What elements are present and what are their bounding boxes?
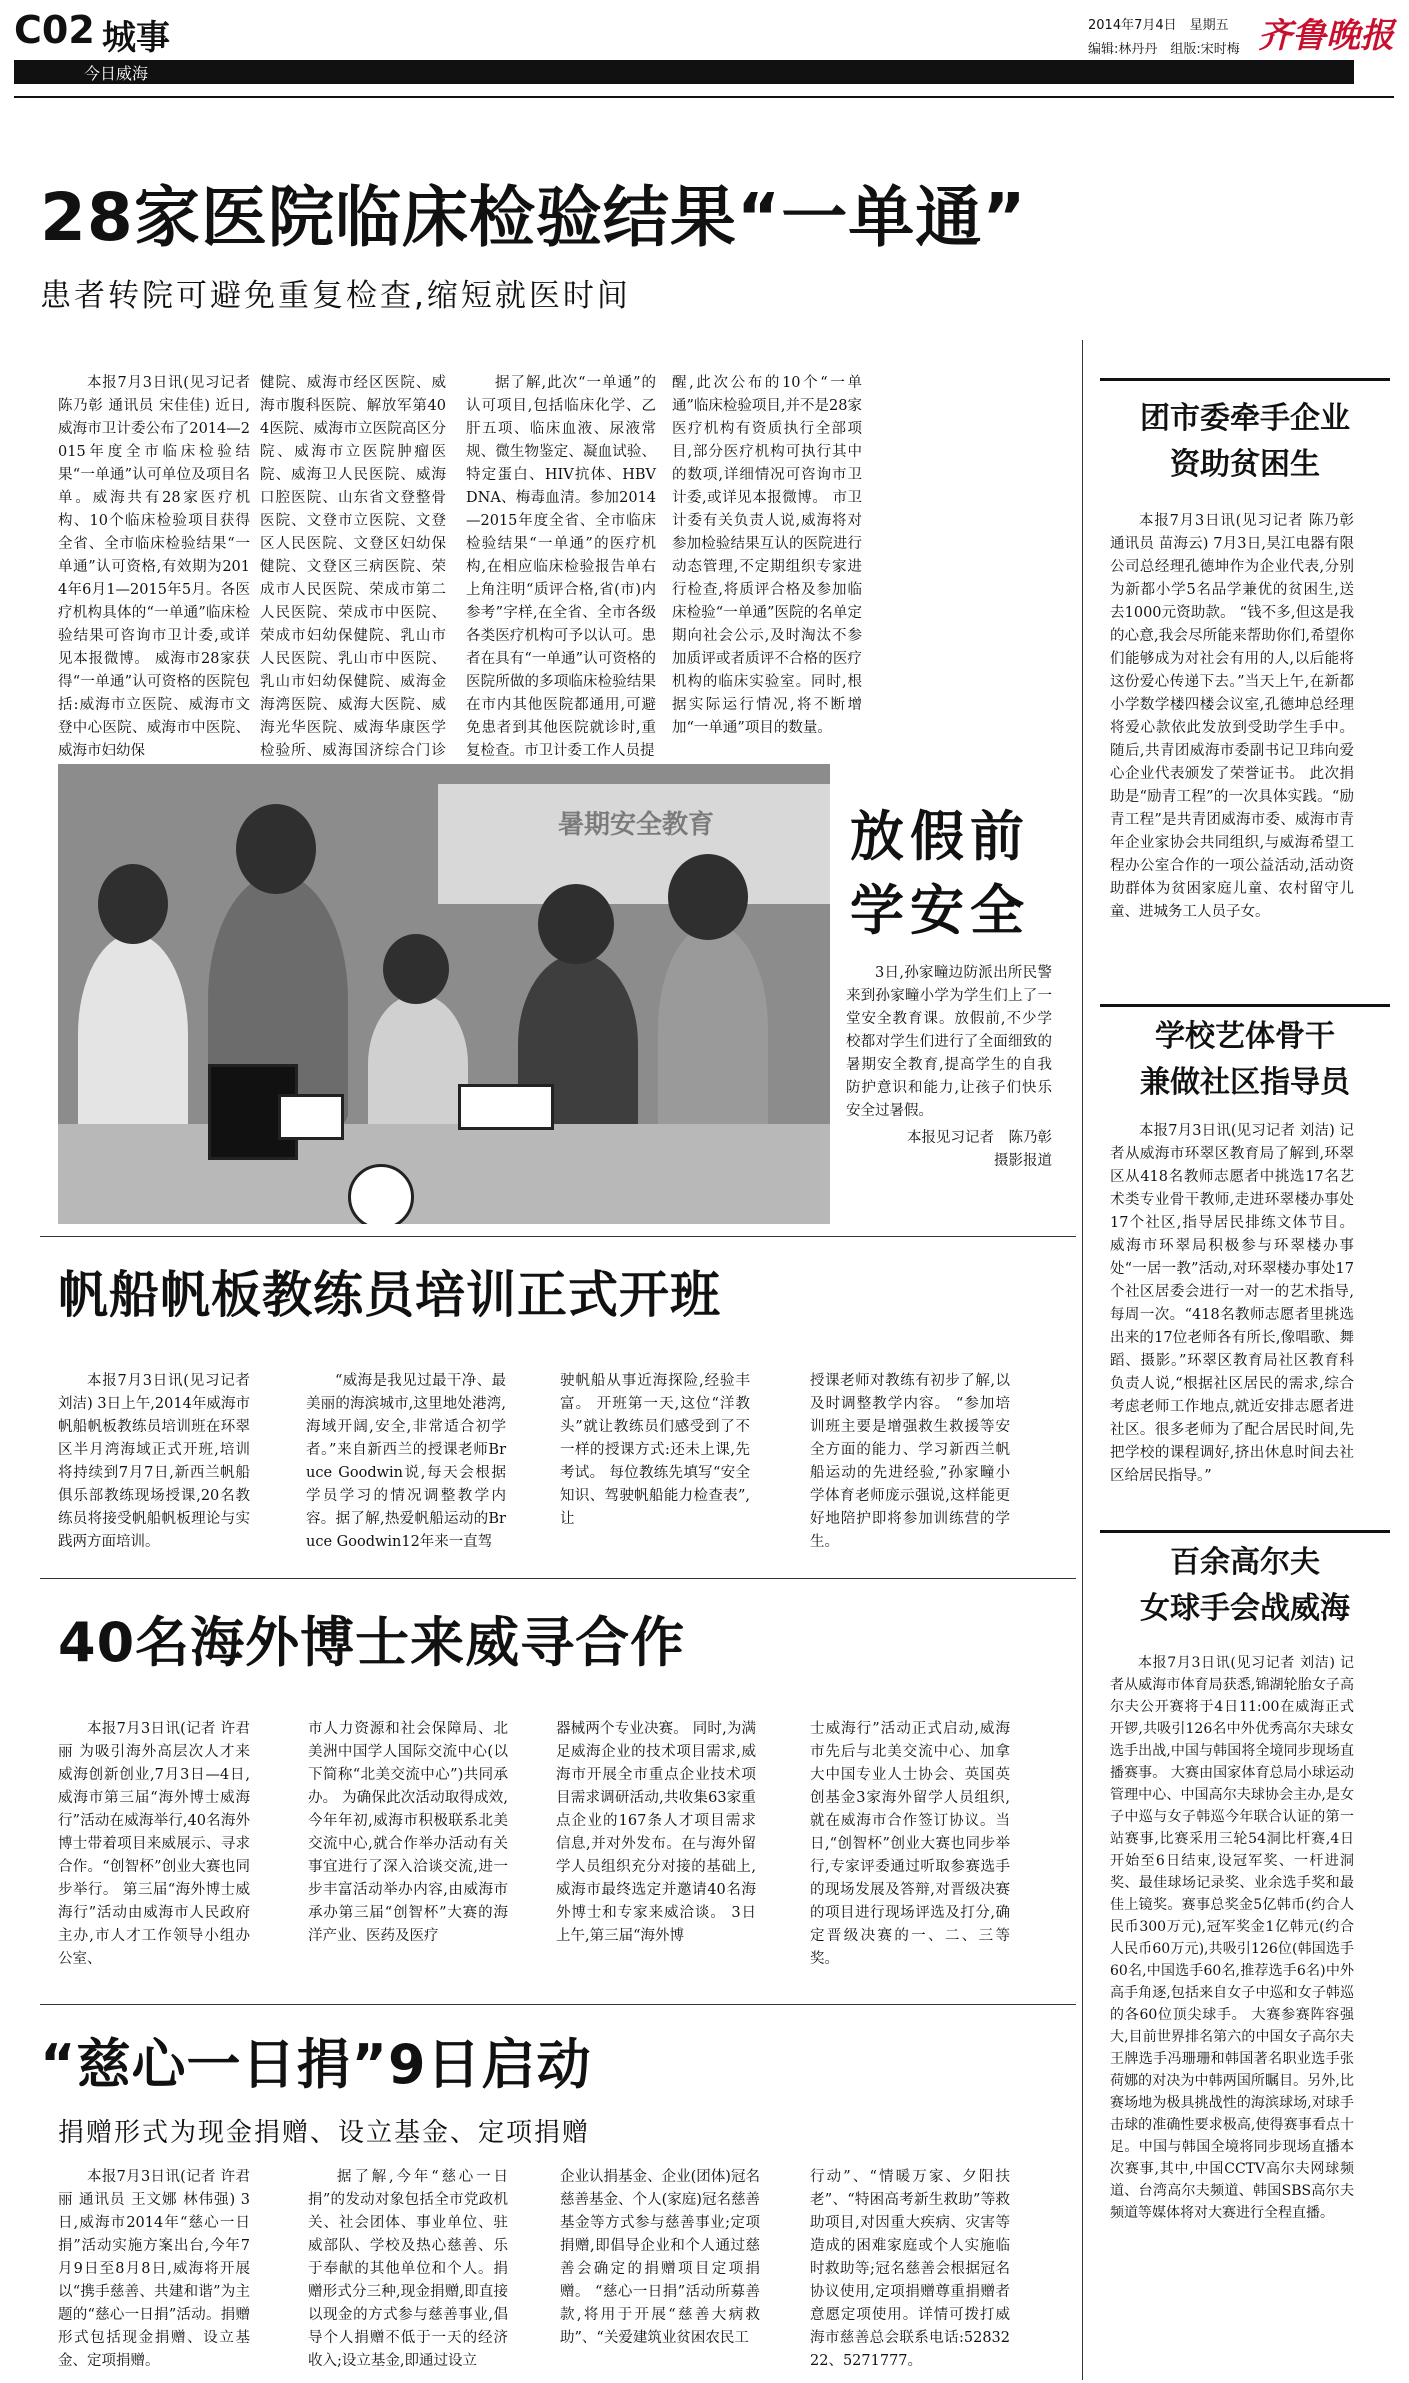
sidebar-story-2-title-line-1: 学校艺体骨干 xyxy=(1155,1019,1335,1054)
photo-safety-card xyxy=(278,1094,344,1140)
sidebar-divider xyxy=(1082,340,1083,2380)
lead-headline: 28家医院临床检验结果“一单通” xyxy=(40,179,1027,256)
subsection-title: 今日威海 xyxy=(84,64,149,83)
lead-column-1 xyxy=(58,372,250,763)
sidebar-story-3-title-line-1: 百余高尔夫 xyxy=(1170,1545,1320,1580)
photo-credit-1: 本报见习记者 陈乃彰 xyxy=(907,1130,1052,1146)
sidebar-rule xyxy=(1100,1004,1390,1007)
charity-column-4 xyxy=(810,2166,1010,2373)
section-bar xyxy=(14,60,1354,84)
charity-text-1: 本报7月3日讯(记者 许君丽 通讯员 王文娜 林伟强) 3日,威海市2014年“慈心一日捐”活动实施方案出台,今年7月9日至8月8日,威海将开展以“携手慈善、共建和谐”为主题的“慈心一日捐”活动。捐赠形式包括现金捐赠、设立基金、定项捐赠。 xyxy=(58,2169,250,2369)
photo-student-head xyxy=(98,864,168,944)
photo-credit-2: 摄影报道 xyxy=(994,1153,1052,1169)
doctors-column-3 xyxy=(556,1718,756,1948)
photo-no-sign xyxy=(348,1164,414,1224)
photo-board-text: 暑期安全教育 xyxy=(558,810,715,840)
photo-student-middle xyxy=(368,994,468,1134)
sidebar-story-2-text: 本报7月3日讯(见习记者 刘洁) 记者从威海市环翠区教育局了解到,环翠区从418名教师志愿者中挑选17名艺术类专业骨干教师,走进环翠楼办事处17个社区,指导居民排练文体节目。 威海市环翠局积极参与环翠楼办事处“一居一教”活动,对环翠楼办事处17个社区居委会进行一对一的艺术指导,每周一次。“418名教师志愿者里挑选出来的17位老师各有所长,像唱歌、舞蹈、摄影。”环翠区教育局社区教育科负责人说,“根据社区居民的需求,综合考虑老师工作地点,就近安排志愿者进社区。很多老师为了配合居民时间,先把学校的课程调好,挤出休息时间去社区给居民指导。” xyxy=(1110,1123,1354,1484)
sailing-text-1: 本报7月3日讯(见习记者 刘洁) 3日上午,2014年威海市帆船帆板教练员培训班在环翠区半月湾海域正式开班,培训将持续到7月7日,新西兰帆船俱乐部教练现场授课,20名教练员将接受帆船帆板理论与实践两方面培训。 xyxy=(58,1373,250,1550)
doctors-text-1: 本报7月3日讯(记者 许君丽 为吸引海外高层次人才来威海创新创业,7月3日—4日,威海市第三届“海外博士威海行”活动在威海举行,40名海外博士带着项目来威展示、寻求合作。“创智杯”创业大赛也同步举行。 第三届“海外博士威海行”活动由威海市人民政府主办,市人才工作领导小组办公室、 xyxy=(58,1721,250,1967)
sidebar-story-2-body xyxy=(1110,1120,1354,1488)
editor-line: 编辑:林丹丹 组版:宋时梅 xyxy=(1088,42,1240,57)
lead-subheadline: 患者转院可避免重复检查,缩短就医时间 xyxy=(40,278,631,314)
section-title: 城事 xyxy=(102,18,170,58)
lead-text-2: 健院、威海市经区医院、威海市腹科医院、解放军第404医院、威海市立医院高区分院、威海市立医院肿瘤医院、威海卫人民医院、威海口腔医院、山东省文登整骨医院、文登市立医院、文登区人民医院、文登区妇幼保健院、文登区三病医院、荣成市人民医院、荣成市第二人民医院、荣成市中医院、荣成市妇幼保健院、乳山市人民医院、乳山市中医院、乳山市妇幼保健院、威海金海湾医院、威海大医院、威海光华医院、威海华康医学检验所、威海国济综合门诊 xyxy=(260,375,446,759)
doctors-headline: 40名海外博士来威寻合作 xyxy=(58,1611,686,1674)
sidebar-story-3-body xyxy=(1110,1652,1354,2224)
charity-column-1 xyxy=(58,2166,250,2373)
sailing-headline: 帆船帆板教练员培训正式开班 xyxy=(58,1266,721,1324)
sidebar-rule xyxy=(1100,378,1390,381)
photo-caption-block xyxy=(846,962,1052,1173)
page-code: C02 xyxy=(14,8,95,52)
sailing-text-4: 授课老师对教练有初步了解,以及时调整教学内容。 “参加培训班主要是增强救生救援等安全方面的能力、学习新西兰帆船运动的先进经验,”孙家疃小学体育老师庞示强说,这样能更好地陪护即将参加训练营的学生。 xyxy=(810,1373,1010,1550)
header-rule xyxy=(14,96,1394,98)
photo-caption: 3日,孙家疃边防派出所民警来到孙家疃小学为学生们上了一堂安全教育课。放假前,不少学校都对学生们进行了全面细致的暑期安全教育,提高学生的自我防护意识和能力,让孩子们快乐安全过暑假。 xyxy=(846,965,1052,1119)
news-photo xyxy=(58,764,830,1224)
section-divider xyxy=(40,1236,1076,1237)
photo-student-left xyxy=(78,934,188,1134)
sidebar-rule xyxy=(1100,1530,1390,1533)
lead-column-4 xyxy=(672,372,862,740)
doctors-column-4 xyxy=(810,1718,1010,1971)
charity-headline: “慈心一日捐”9日启动 xyxy=(40,2033,592,2096)
doctors-text-2: 市人力资源和社会保障局、北美洲中国学人国际交流中心(以下简称“北美交流中心”)共同承办。 为确保此次活动取得成效,今年年初,威海市积极联系北美交流中心,就合作举办活动有关事宜进行了深入洽谈交流,进一步丰富活动举办内容,由威海市承办第三届“创智杯”大赛的海洋产业、医药及医疗 xyxy=(308,1721,508,1944)
sailing-text-2: “威海是我见过最干净、最美丽的海滨城市,这里地处港湾,海域开阔,安全,非常适合初学者。”来自新西兰的授课老师Bruce Goodwin说,每天会根据学员学习的情况调整教学内容。据了解,热爱帆船运动的Bruce Goodwin12年来一直驾 xyxy=(306,1373,506,1550)
photo-student-head xyxy=(383,934,449,1004)
charity-text-4: 行动”、“情暖万家、夕阳扶老”、“特困高考新生救助”等救助项目,对因重大疾病、灾害等造成的困难家庭或个人实施临时救助等;冠名慈善会根据冠名协议使用,定项捐赠尊重捐赠者意愿定项使用。详情可拨打威海市慈善总会联系电话:5283222、5271777。 xyxy=(810,2169,1010,2369)
sidebar-story-2-title xyxy=(1100,1014,1390,1106)
photo-student-right xyxy=(658,924,768,1134)
doctors-column-2 xyxy=(308,1718,508,1948)
sidebar-story-1-text: 本报7月3日讯(见习记者 陈乃彰 通讯员 苗海云) 7月3日,昊江电器有限公司总经理孔德坤作为企业代表,分别为新都小学5名品学兼优的贫困生,送去1000元资助款。 “钱不多,但这是我的心意,我会尽所能来帮助你们,希望你们能够成为对社会有用的人,以后能将这份爱心传递下去。”当天上午,在新都小学数学楼四楼会议室,孔德坤总经理将爱心款依此发放到受助学生手中。随后,共青团威海市委副书记卫玮向爱心企业代表颁发了荣誉证书。 此次捐助是“励青工程”的一次具体实践。“励青工程”是共青团威海市委、威海市青年企业家协会共同组织,与威海希望工程办公室合作的一项公益活动,活动资助群体为贫困家庭儿童、农村留守儿童、进城务工人员子女。 xyxy=(1110,513,1354,920)
charity-column-2 xyxy=(308,2166,508,2373)
section-divider xyxy=(40,1578,1076,1579)
photo-student-head xyxy=(668,854,748,940)
lead-column-3 xyxy=(466,372,656,763)
lead-text-4: 醒,此次公布的10个“一单通”临床检验项目,并不是28家医疗机构有资质执行全部项目,部分医疗机构可执行其中的数项,详细情况可咨询市卫计委,或详见本报微博。 市卫计委有关负责人说,威海将对参加检验结果互认的医院进行动态管理,不定期组织专家进行检查,将质评合格及参加临床检验“一单通”医院的名单定期向社会公示,及时淘汰不参加质评或者质评不合格的医疗机构的临床实验室。同时,根据实际运行情况,将不断增加“一单通”项目的数量。 xyxy=(672,375,862,736)
sidebar-story-3-text: 本报7月3日讯(见习记者 刘洁) 记者从威海市体育局获悉,锦湖轮胎女子高尔夫公开赛将于4日11:00在威海正式开锣,共吸引126名中外优秀高尔夫球女选手出战,中国与韩国将全境同步现场直播赛事。 大赛由国家体育总局小球运动管理中心、中国高尔夫球协会主办,是女子中巡与女子韩巡今年联合认证的第一站赛事,比赛采用三轮54洞比杆赛,4日开始至6日结束,设冠军奖、一杆进洞奖、最佳球场记录奖、业余选手奖和最佳上镜奖。赛事总奖金5亿韩币(约合人民币300万元),冠军奖金1亿韩元(约合人民币60万元),共吸引126位(韩国选手60名,中国选手60名,推荐选手6名)中外高手角逐,包括来自女子中巡和女子韩巡的各60位顶尖球手。 大赛参赛阵容强大,目前世界排名第六的中国女子高尔夫王牌选手冯珊珊和韩国著名职业选手张荷娜的对决为中韩两国所瞩目。另外,比赛场地为极具挑战性的海滨球场,对球手击球的准确性要求极高,使得赛事看点十足。中国与韩国全境将同步现场直播本次赛事,其中,中国CCTV高尔夫网球频道、台湾高尔夫频道、韩国SBS高尔夫频道等媒体将对大赛进行全程直播。 xyxy=(1110,1655,1354,2221)
sailing-column-4 xyxy=(810,1370,1010,1554)
photo-title-line-2: 学安全 xyxy=(850,879,1030,942)
date-line: 2014年7月4日 星期五 xyxy=(1088,18,1229,33)
photo-safety-card xyxy=(458,1084,554,1130)
charity-column-3 xyxy=(560,2166,760,2350)
sailing-column-1 xyxy=(58,1370,250,1554)
doctors-text-3: 器械两个专业决赛。 同时,为满足威海企业的技术项目需求,威海市开展全市重点企业技术项目需求调研活动,共收集63家重点企业的167条人才项目需求信息,并对外发布。在与海外留学人员组织充分对接的基础上,威海市最终选定并邀请40名海外博士和专家来威洽谈。 3日上午,第三届“海外博 xyxy=(556,1721,756,1944)
sidebar-story-3-title xyxy=(1100,1540,1390,1632)
photo-officer-head xyxy=(236,804,316,894)
photo-table xyxy=(58,1124,830,1224)
lead-text-1: 本报7月3日讯(见习记者 陈乃彰 通讯员 宋佳佳) 近日,威海市卫计委公布了2014—2015年度全市临床检验结果“一单通”认可单位及项目名单。威海共有28家医疗机构、10个临床检验项目获得全省、全市临床检验结果“一单通”认可资格,有效期为2014年6月1—2015年5月。各医疗机构具体的“一单通”临床检验结果可咨询市卫计委,或详见本报微博。 威海市28家获得“一单通”认可资格的医院包括:威海市立医院、威海市文登中心医院、威海市中医院、威海市妇幼保 xyxy=(58,375,250,759)
lead-column-2 xyxy=(260,372,446,786)
sidebar-story-2-title-line-2: 兼做社区指导员 xyxy=(1140,1065,1350,1100)
sidebar-story-3-title-line-2: 女球手会战威海 xyxy=(1140,1591,1350,1626)
photo-story-title xyxy=(850,800,1030,948)
photo-student-head xyxy=(538,884,614,964)
doctors-text-4: 士威海行”活动正式启动,威海市先后与北美交流中心、加拿大中国专业人士协会、英国英创基金3家海外留学人员组织,就在威海市合作签订协议。当日,“创智杯”创业大赛也同步举行,专家评委通过听取参赛选手的现场发展及答辩,对晋级决赛的项目进行现场评选及打分,确定晋级决赛的一、二、三等奖。 xyxy=(810,1721,1010,1967)
charity-text-2: 据了解,今年“慈心一日捐”的发动对象包括全市党政机关、社会团体、事业单位、驻威部队、学校及热心慈善、乐于奉献的其他单位和个人。捐赠形式分三种,现金捐赠,即直接以现金的方式参与慈善事业,倡导个人捐赠不低于一天的经济收入;设立基金,即通过设立 xyxy=(308,2169,508,2369)
sidebar-story-1-title-line-2: 资助贫困生 xyxy=(1170,447,1320,482)
newspaper-logo: 齐鲁晚报 xyxy=(1258,16,1394,56)
photo-title-line-1: 放假前 xyxy=(850,805,1030,868)
charity-text-3: 企业认捐基金、企业(团体)冠名慈善基金、个人(家庭)冠名慈善基金等方式参与慈善事业;定项捐赠,即倡导企业和个人通过慈善会确定的捐赠项目定项捐赠。 “慈心一日捐”活动所募善款,将用于开展“慈善大病救助”、“关爱建筑业贫困农民工 xyxy=(560,2169,760,2346)
charity-subheadline: 捐赠形式为现金捐赠、设立基金、定项捐赠 xyxy=(58,2118,591,2148)
sidebar-story-1-body xyxy=(1110,510,1354,924)
sailing-column-3 xyxy=(560,1370,750,1531)
section-divider xyxy=(40,2004,1076,2005)
sidebar-story-1-title xyxy=(1100,396,1390,488)
sidebar-story-1-title-line-1: 团市委牵手企业 xyxy=(1140,401,1350,436)
lead-text-3: 据了解,此次“一单通”的认可项目,包括临床化学、乙肝五项、临床血液、尿液常规、微生物鉴定、凝血试验、特定蛋白、HIV抗体、HBVDNA、梅毒血清。参加2014—2015年度全省、全市临床检验结果“一单通”的医疗机构,在相应临床检验报告单右上角注明“质评合格,省(市)内参考”字样,在全省、全市各级各类医疗机构可予以认可。患者在具有“一单通”认可资格的医院所做的多项临床检验结果在市内其他医院都通用,可避免患者到其他医院就诊时,重复检查。市卫计委工作人员提 xyxy=(466,375,656,759)
doctors-column-1 xyxy=(58,1718,250,1971)
photo-blackboard xyxy=(438,784,830,904)
sailing-text-3: 驶帆船从事近海探险,经验丰富。 开班第一天,这位“洋教头”就让教练员们感受到了不一样的授课方式:还未上课,先考试。 每位教练先填写“安全知识、驾驶帆船能力检查表”,让 xyxy=(560,1373,750,1527)
sailing-column-2 xyxy=(306,1370,506,1554)
